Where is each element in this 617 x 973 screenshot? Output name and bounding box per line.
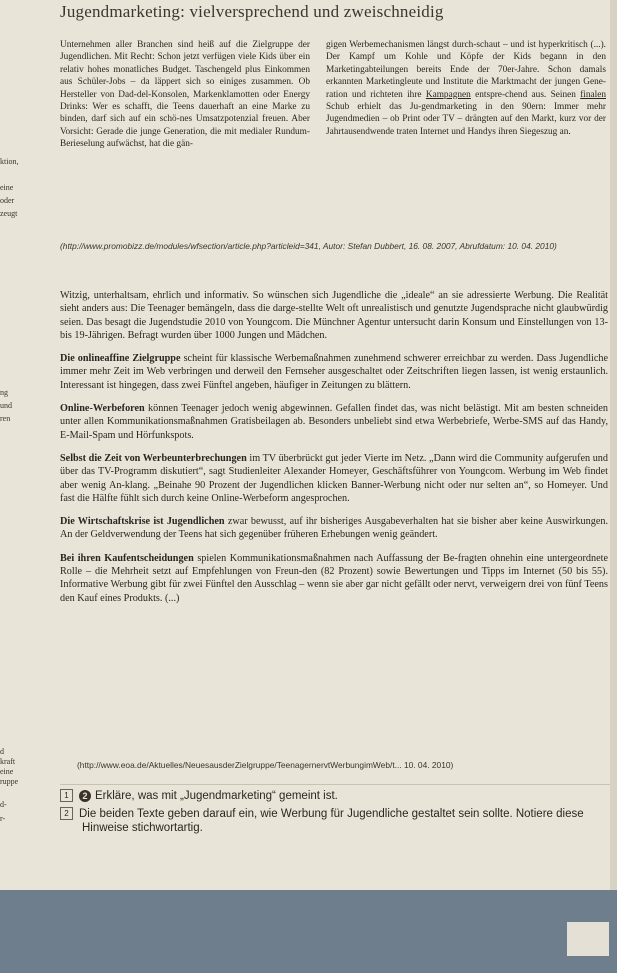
task-number-box: 1: [60, 789, 73, 802]
underlined-word: finalen: [580, 89, 606, 100]
source-citation-1: (http://www.promobizz.de/modules/wfsection/article.php?articleid=341, Autor: Stefan Dubbert, 16. 08. 2007, Abrufdatum: 10. 04. 2010): [60, 241, 557, 251]
text-run: Schub erhielt das Ju-gendmarketing in den 90ern: Immer mehr Jugendmedien – ob Print oder TV – drängten auf den Markt, kurz vor der Jahrtausendwende traten Internet und Handys ihren Siegeszug an.: [326, 102, 606, 137]
text-run: gigen Werbemechanismen längst durch-schaut – und ist hyperkritisch (...). Der Kampf um Kohle und Köpfe der Kids begann in den Marketingabteilungen bereits Ende der 70er-Jahre. Schon damals erkannten Marketingleute und Institute die Marktmacht der jungen Gene-ration und richteten ihre: [326, 40, 606, 100]
margin-word: d: [0, 747, 4, 756]
task-text: Erkläre, was mit „Jugendmarketing“ gemeint ist.: [95, 790, 338, 802]
margin-word: ng: [0, 388, 8, 397]
task-number-box: 2: [60, 807, 73, 820]
sticky-note-icon: [567, 922, 609, 956]
page-title: Jugendmarketing: vielversprechend und zweischneidig: [60, 2, 444, 21]
task-1: [60, 789, 605, 803]
paragraph-body: zwar bewusst, auf ihr bisheriges Ausgabeverhalten hat sie bisher aber keine Auswirkungen. An der Geldverwendung der Teens hat sich gegenüber früheren Erhebungen wenig geändert.: [60, 516, 608, 541]
margin-word: oder: [0, 196, 15, 205]
paragraph-lead: Online-Werbeforen: [60, 403, 145, 415]
article-paragraph: [60, 515, 608, 542]
article-text2: [60, 289, 608, 615]
article-paragraph: [60, 452, 608, 505]
task-text: Die beiden Texte geben darauf ein, wie Werbung für Jugendliche gestaltet sein sollte. Notiere diese Hinweise stichwortartig.: [79, 808, 584, 834]
margin-word: r-: [0, 814, 6, 823]
margin-word: kraft: [0, 757, 16, 766]
margin-word: zeugt: [0, 209, 18, 218]
paragraph-lead: Die Wirtschaftskrise ist Jugendlichen: [60, 516, 225, 528]
text1-left-paragraph: Unternehmen aller Branchen sind heiß auf die Zielgruppe der Jugendlichen. Mit Recht: Schon jetzt verfügen viele Kids über ein relativ hohes monatliches Budget. Taschengeld plus Einkommen aus Schüler-Jobs – da läppert sich so einiges zusammen. Ob Hersteller von Dad-del-Konsolen, Markenklamotten oder Energy Drinks: Wer es schafft, die Teens dauerhaft an eine Marke zu binden, darf sich auf ein schö-nes Umsatzpotenzial freuen. Aber Vorsicht: Gerade die junge Generation, die mit medialer Rundum-Berieselung aufwächst, hat die gän-: [60, 40, 310, 150]
text1-right-column: [326, 39, 606, 138]
margin-word: d-: [0, 800, 7, 809]
paragraph-body: im TV überbrückt gut jeder Vierte im Netz. „Dann wird die Community aufgerufen und über das TV-Programm diskutiert“, sagt Studienleiter Alexander Homeyer, Geschäftsführer von Youngcom. Werbung im Web findet aber wenig An-klang. „Beinahe 90 Prozent der Jugendlichen klicken Banner-Werbung nicht oder nur selten an“, so Homeyer. Und fast die Hälfte fühlt sich durch keine Online-Werbeform angesprochen.: [60, 452, 608, 504]
margin-word: ren: [0, 414, 11, 423]
source-citation-2: (http://www.eoa.de/Aktuelles/NeuesausderZielgruppe/TeenagernervtWerbungimWeb/t... 10. 04. 2010): [77, 760, 454, 770]
article-paragraph: [60, 402, 608, 442]
article-paragraph: [60, 352, 608, 392]
underlined-word: Kampagnen: [425, 89, 471, 100]
paragraph-lead: Bei ihren Kaufentscheidungen: [60, 552, 194, 564]
paragraph-body: spielen Kommunikationsmaßnahmen nach Auffassung der Be-fragten ohnehin eine untergeordnete Rolle – die Mehrheit setzt auf Empfehlungen von Freun-den (82 Prozent) sowie Bewertungen und Tipps im Internet (50 bis 55). Informative Werbung gibt für zwei Fünftel den Ausschlag – wenn sie aber gar nicht gefällt oder nervt, verweigern drei von fünf Teens den Kauf eines Produkts. (...): [60, 552, 608, 604]
paragraph-lead: Selbst die Zeit von Werbeunterbrechungen: [60, 452, 247, 464]
margin-word: eine: [0, 183, 14, 192]
article-paragraph: [60, 552, 608, 605]
text-run: entspre-chend aus. Seinen: [470, 89, 581, 100]
section-divider: [60, 784, 610, 785]
paragraph-body: scheint für klassische Werbemaßnahmen zunehmend schwerer erreichbar zu werden. Dass Jugendliche immer mehr Zeit im Web verbringen und derweil den Fernseher ausgeschaltet oder Zeitschriften liegen lassen, ist wenig erstaunlich. Interessant ist hingegen, dass zwei Fünftel angeben, häufiger in Zeitungen zu blättern.: [60, 353, 609, 391]
margin-word: eine: [0, 767, 14, 776]
page-edge: [610, 0, 617, 890]
text1-right-paragraph: [326, 39, 606, 138]
difficulty-badge-icon: 2: [79, 790, 91, 802]
paragraph-lead: Die onlineaffine Zielgruppe: [60, 353, 181, 365]
margin-word: ktion,: [0, 157, 19, 166]
margin-word: und: [0, 401, 12, 410]
margin-word: ruppe: [0, 777, 19, 786]
paragraph-body: Witzig, unterhaltsam, ehrlich und informativ. So wünschen sich Jugendliche die „ideale“ an sie adressierte Werbung. Die Realität sieht anders aus: Die Teenager bemängeln, dass die darge-stellte Welt oft unrealistisch und genutzte Jugendsprache nicht glaubwürdig seien. Das besagt die Jugendstudie 2010 von Youngcom. Die Münchner Agentur untersucht darin Konsum und Einstellungen von 13- bis 19-Jährigen. Befragt wurden über 1000 Jungen und Mädchen.: [60, 290, 608, 341]
text1-left-column: [60, 39, 310, 151]
background-surface: [0, 890, 617, 973]
task-2: [60, 807, 605, 835]
paragraph-body: können Teenager jedoch wenig abgewinnen. Gefallen findet das, was nicht belästigt. Mit am besten schneiden unter allen Kommunikationsmaßnahmen Gratisbeilagen ab. Besonders unbeliebt sind etwa Werbebriefe, Werbe-SMS auf das Handy, E-Mail-Spam und Hörfunkspots.: [60, 403, 608, 441]
article-paragraph: [60, 289, 608, 342]
